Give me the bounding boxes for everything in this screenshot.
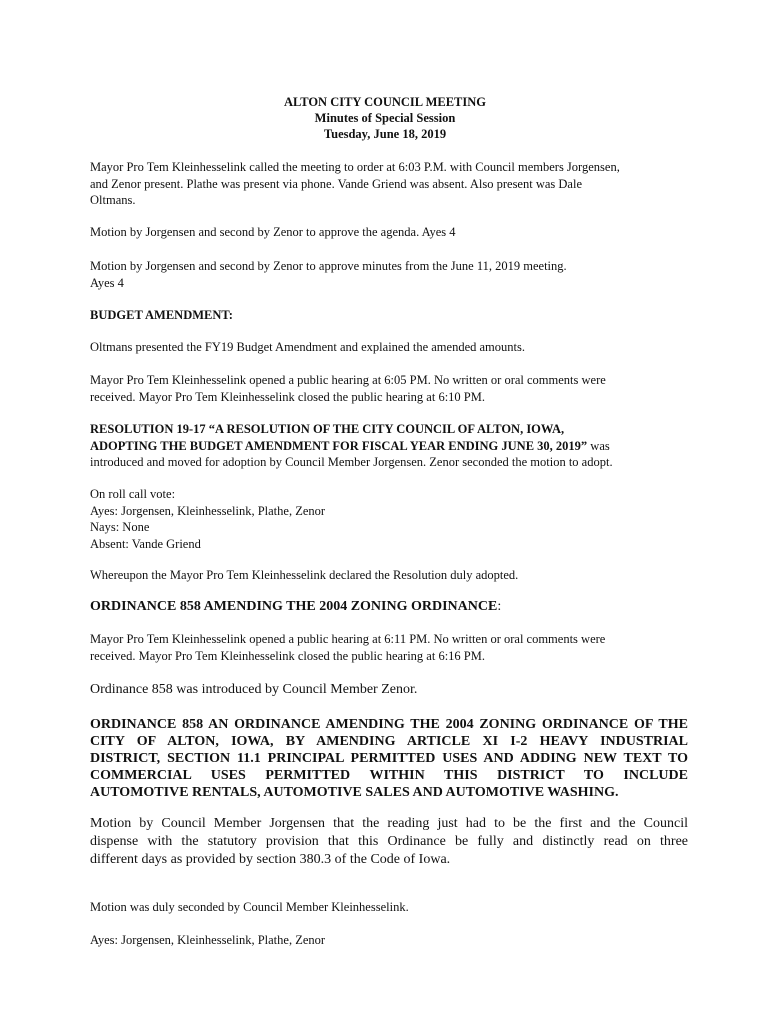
minutes-header	[0, 94, 770, 142]
resolution-paragraph: RESOLUTION 19-17 “A RESOLUTION OF THE CITY COUNCIL OF ALTON, IOWA, ADOPTING THE BUDGET AMENDMENT FOR FISCAL YEAR ENDING JUNE 30, 2019” was introduced and moved for adoption by Council Member Jorgensen. Zenor seconded the motion to adopt.	[90, 422, 613, 469]
public-hearing-paragraph-1: Mayor Pro Tem Kleinhesselink opened a public hearing at 6:05 PM. No written or oral comments were received. Mayor Pro Tem Kleinhesselink closed the public hearing at 6:10 PM.	[90, 373, 606, 404]
session-type: Minutes of Special Session	[314, 111, 456, 125]
ordinance-heading: ORDINANCE 858 AMENDING THE 2004 ZONING ORDINANCE:	[90, 599, 502, 614]
reading-motion-paragraph: Motion by Council Member Jorgensen that the reading just had to be the first and the Council dispense with the statutory provision that this Ordinance be fully and distinctly read on three different days as provided by section 380.3 of the Code of Iowa.	[90, 816, 688, 867]
call-to-order-paragraph: Mayor Pro Tem Kleinhesselink called the meeting to order at 6:03 P.M. with Council members Jorgensen, and Zenor present. Plathe was present via phone. Vande Griend was absent. Also present was Dale Oltmans.	[90, 160, 620, 207]
budget-amendment-heading: BUDGET AMENDMENT:	[90, 308, 233, 322]
meeting-date: Tuesday, June 18, 2019	[323, 127, 447, 141]
final-ayes: Ayes: Jorgensen, Kleinhesselink, Plathe, Zenor	[90, 933, 326, 947]
budget-presented-paragraph: Oltmans presented the FY19 Budget Amendment and explained the amended amounts.	[90, 340, 525, 354]
resolution-adopted-statement: Whereupon the Mayor Pro Tem Kleinhesselink declared the Resolution duly adopted.	[90, 568, 519, 582]
public-hearing-paragraph-2: Mayor Pro Tem Kleinhesselink opened a public hearing at 6:11 PM. No written or oral comments were received. Mayor Pro Tem Kleinhesselink closed the public hearing at 6:16 PM.	[90, 632, 606, 663]
ordinance-title: ORDINANCE 858 AN ORDINANCE AMENDING THE 2004 ZONING ORDINANCE OF THE CITY OF ALTON, IOWA, BY AMENDING ARTICLE XI I-2 HEAVY INDUSTRIAL DISTRICT, SECTION 11.1 PRINCIPAL PERMITTED USES AND ADDING NEW TEXT TO COMMERCIAL USES PERMITTED WITHIN THIS DISTRICT TO INCLUDE AUTOMOTIVE RENTALS, AUTOMOTIVE SALES AND AUTOMOTIVE WASHING.	[90, 717, 688, 800]
motion-seconded: Motion was duly seconded by Council Member Kleinhesselink.	[90, 900, 409, 914]
roll-call-vote: On roll call vote: Ayes: Jorgensen, Kleinhesselink, Plathe, Zenor Nays: None Absent: Vande Griend	[90, 487, 326, 551]
minutes-motion: Motion by Jorgensen and second by Zenor to approve minutes from the June 11, 2019 meeting. Ayes 4	[90, 259, 567, 290]
ordinance-introduction: Ordinance 858 was introduced by Council Member Zenor.	[90, 682, 418, 697]
meeting-title: ALTON CITY COUNCIL MEETING	[283, 95, 486, 109]
agenda-motion: Motion by Jorgensen and second by Zenor to approve the agenda. Ayes 4	[90, 225, 456, 239]
